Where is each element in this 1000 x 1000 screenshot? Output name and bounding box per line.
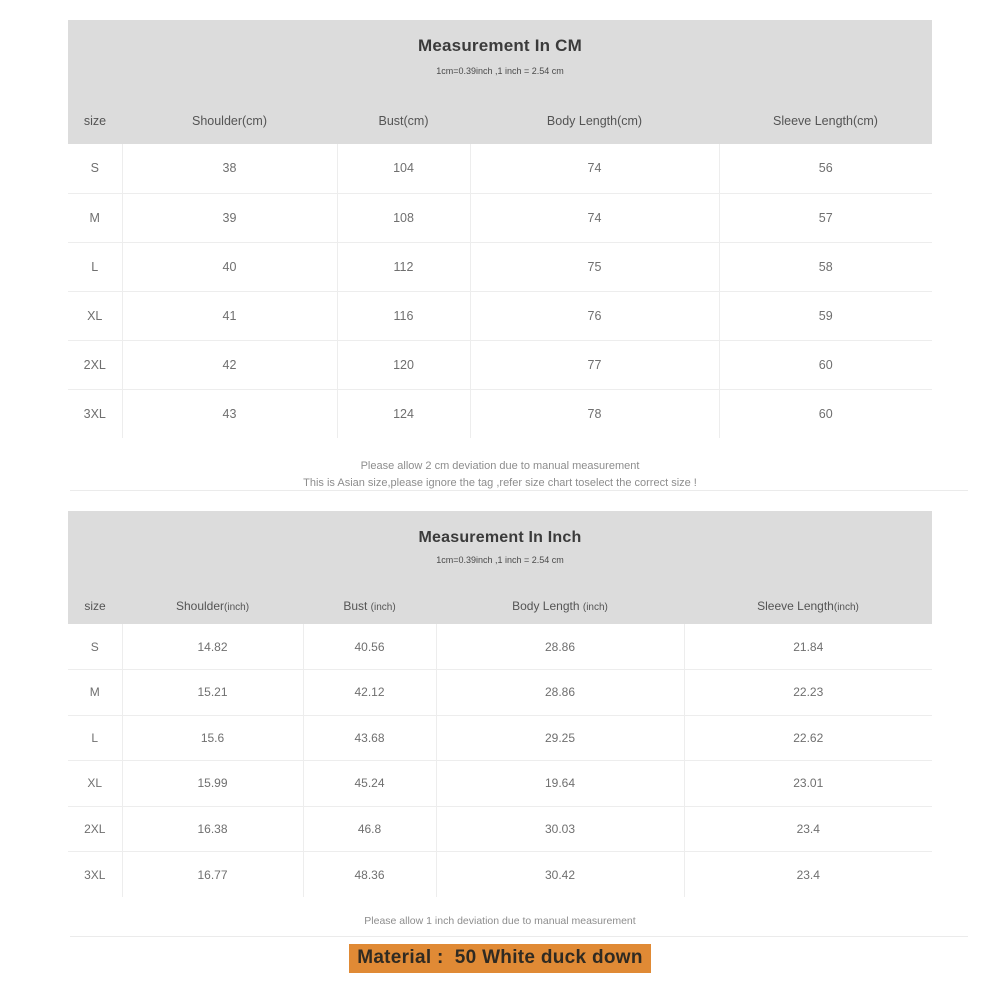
cm-section-title: Measurement In CM	[418, 36, 582, 55]
inch-col-header-body-length	[436, 599, 684, 613]
table-row	[68, 806, 932, 852]
cell-bust: 116	[337, 291, 470, 340]
cell-shoulder: 15.99	[122, 761, 303, 807]
footer-divider	[70, 936, 968, 937]
table-row	[68, 144, 932, 193]
cell-size: 2XL	[68, 806, 122, 852]
cell-sleeve-length: 60	[719, 340, 932, 389]
cell-sleeve-length: 57	[719, 193, 932, 242]
cell-bust: 120	[337, 340, 470, 389]
cell-bust: 46.8	[303, 806, 436, 852]
cell-size: S	[68, 144, 122, 193]
cell-shoulder: 43	[122, 389, 337, 438]
cell-bust: 104	[337, 144, 470, 193]
cell-shoulder: 16.38	[122, 806, 303, 852]
cell-size: S	[68, 624, 122, 670]
cm-col-header-size: size	[83, 113, 107, 128]
cell-bust: 124	[337, 389, 470, 438]
inch-col-header-bust-text: Bust	[343, 598, 371, 613]
cell-body-length: 75	[470, 242, 719, 291]
cm-column-header-row	[68, 97, 932, 144]
inch-header-block	[68, 511, 932, 587]
inch-column-header-row	[68, 587, 932, 624]
cell-body-length: 30.03	[436, 806, 684, 852]
cm-notes	[68, 458, 932, 492]
cell-bust: 43.68	[303, 715, 436, 761]
cell-size: M	[68, 670, 122, 716]
inch-col-header-size: size	[84, 598, 106, 613]
cell-size: 3XL	[68, 389, 122, 438]
measurement-cm-section	[68, 20, 932, 492]
cell-size: L	[68, 715, 122, 761]
inch-col-header-shoulder	[122, 599, 303, 613]
table-row	[68, 340, 932, 389]
table-row	[68, 624, 932, 670]
cm-section-subtitle: 1cm=0.39inch ,1 inch = 2.54 cm	[436, 66, 564, 76]
measurement-inch-section	[68, 511, 932, 929]
cm-size-table	[68, 144, 932, 438]
cm-col-header-body-length: Body Length(cm)	[546, 113, 643, 128]
cell-bust: 112	[337, 242, 470, 291]
cell-shoulder: 42	[122, 340, 337, 389]
table-row	[68, 670, 932, 716]
inch-note-line-1: Please allow 1 inch deviation due to manual measurement	[364, 915, 636, 927]
cell-bust: 45.24	[303, 761, 436, 807]
cell-body-length: 28.86	[436, 624, 684, 670]
cell-shoulder: 39	[122, 193, 337, 242]
cm-note-line-1: Please allow 2 cm deviation due to manual measurement	[360, 460, 640, 472]
cell-bust: 108	[337, 193, 470, 242]
inch-col-header-sleeve-length-unit: (inch)	[833, 601, 859, 613]
cm-col-header-bust: Bust(cm)	[378, 113, 429, 128]
cm-note-line-2: This is Asian size,please ignore the tag ,refer size chart toselect the correct size !	[303, 477, 697, 489]
cm-header-block	[68, 20, 932, 97]
inch-section-subtitle: 1cm=0.39inch ,1 inch = 2.54 cm	[436, 555, 564, 565]
cell-body-length: 74	[470, 144, 719, 193]
cell-sleeve-length: 22.23	[684, 670, 932, 716]
cell-sleeve-length: 56	[719, 144, 932, 193]
cell-size: XL	[68, 291, 122, 340]
cell-bust: 48.36	[303, 852, 436, 898]
inch-notes	[68, 913, 932, 929]
cell-bust: 40.56	[303, 624, 436, 670]
cell-sleeve-length: 60	[719, 389, 932, 438]
cell-size: L	[68, 242, 122, 291]
inch-col-header-bust-unit: (inch)	[370, 601, 396, 613]
inch-size-table	[68, 624, 932, 897]
cell-body-length: 77	[470, 340, 719, 389]
table-row	[68, 242, 932, 291]
table-row	[68, 852, 932, 898]
cell-sleeve-length: 21.84	[684, 624, 932, 670]
cell-sleeve-length: 22.62	[684, 715, 932, 761]
inch-col-header-body-length-text: Body Length	[512, 598, 583, 613]
cell-sleeve-length: 23.01	[684, 761, 932, 807]
cell-bust: 42.12	[303, 670, 436, 716]
cell-shoulder: 14.82	[122, 624, 303, 670]
cell-sleeve-length: 23.4	[684, 806, 932, 852]
table-row	[68, 193, 932, 242]
cell-size: 3XL	[68, 852, 122, 898]
inch-col-header-bust	[303, 599, 436, 613]
cell-size: 2XL	[68, 340, 122, 389]
table-row	[68, 761, 932, 807]
cell-shoulder: 15.6	[122, 715, 303, 761]
cm-col-header-sleeve-length: Sleeve Length(cm)	[773, 113, 878, 128]
cell-sleeve-length: 58	[719, 242, 932, 291]
cell-body-length: 28.86	[436, 670, 684, 716]
section-divider	[70, 490, 968, 491]
cell-shoulder: 41	[122, 291, 337, 340]
cell-size: M	[68, 193, 122, 242]
cm-col-header-shoulder: Shoulder(cm)	[191, 113, 268, 128]
cell-body-length: 74	[470, 193, 719, 242]
inch-col-header-sleeve-length	[684, 599, 932, 613]
cell-body-length: 19.64	[436, 761, 684, 807]
inch-section-title: Measurement In Inch	[418, 529, 582, 546]
cell-shoulder: 15.21	[122, 670, 303, 716]
table-row	[68, 291, 932, 340]
inch-col-header-body-length-unit: (inch)	[582, 601, 608, 613]
cell-body-length: 29.25	[436, 715, 684, 761]
inch-col-header-shoulder-text: Shoulder	[175, 598, 225, 613]
cell-body-length: 78	[470, 389, 719, 438]
cell-shoulder: 38	[122, 144, 337, 193]
material-label: Material : 50 White duck down	[349, 944, 651, 973]
cell-size: XL	[68, 761, 122, 807]
material-banner	[0, 944, 1000, 973]
cell-sleeve-length: 59	[719, 291, 932, 340]
inch-col-header-sleeve-length-text: Sleeve Length	[757, 598, 834, 613]
inch-col-header-shoulder-unit: (inch)	[224, 601, 250, 613]
cell-shoulder: 40	[122, 242, 337, 291]
table-row	[68, 389, 932, 438]
cell-shoulder: 16.77	[122, 852, 303, 898]
table-row	[68, 715, 932, 761]
cell-body-length: 76	[470, 291, 719, 340]
cell-body-length: 30.42	[436, 852, 684, 898]
cell-sleeve-length: 23.4	[684, 852, 932, 898]
